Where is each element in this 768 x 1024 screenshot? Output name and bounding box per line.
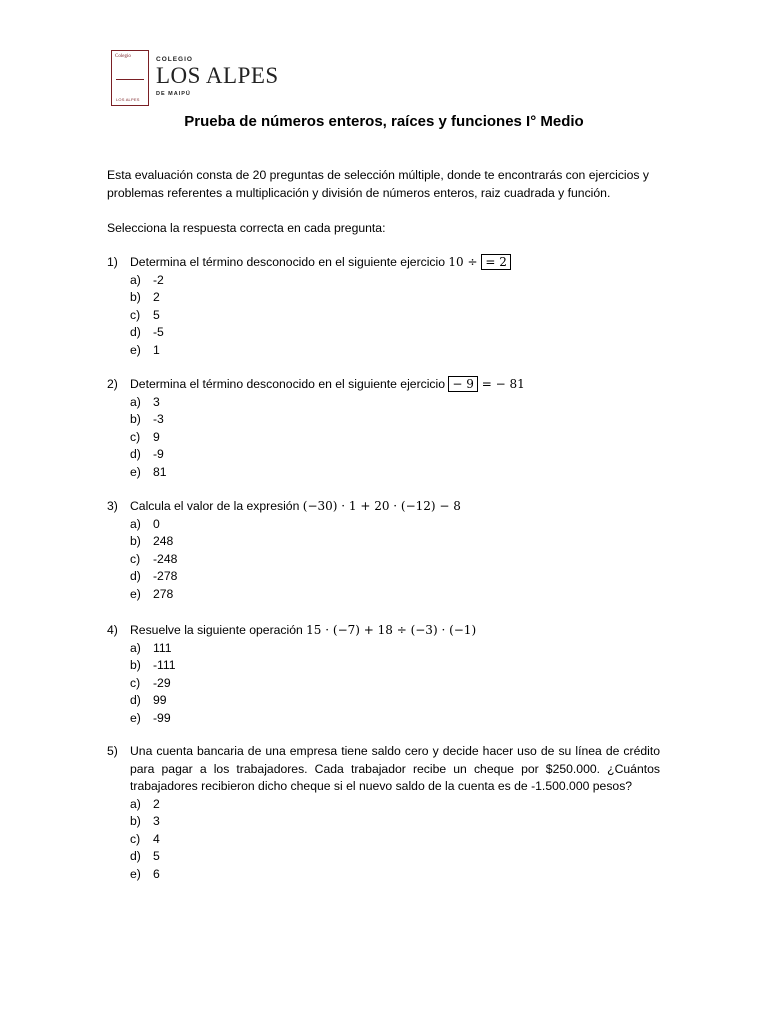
- logo-name: LOS ALPES: [156, 63, 279, 88]
- option-e[interactable]: [130, 342, 660, 360]
- instruction-text: Selecciona la respuesta correcta en cada pregunta:: [107, 221, 386, 235]
- question-text: [130, 254, 660, 272]
- answer-options: [107, 640, 660, 728]
- question-3: [107, 498, 660, 603]
- option-e[interactable]: [130, 710, 660, 728]
- intro-paragraph: Esta evaluación consta de 20 preguntas de selección múltiple, donde te encontrarás con ejercicios y problemas referentes a multiplicación y división de números enteros, raiz cuadrada y función.: [107, 168, 649, 200]
- question-text: [130, 622, 660, 640]
- question-statement: Resuelve la siguiente operación: [130, 623, 303, 637]
- option-value: -3: [153, 412, 164, 426]
- option-a[interactable]: [130, 516, 660, 534]
- logo-location: DE MAIPÚ: [156, 91, 191, 97]
- option-b[interactable]: [130, 411, 660, 429]
- option-letter: a): [130, 796, 141, 811]
- math-expression: [448, 376, 524, 392]
- option-value: 111: [153, 640, 172, 655]
- option-e[interactable]: [130, 586, 660, 604]
- option-a[interactable]: [130, 394, 660, 412]
- question-5: [107, 743, 660, 883]
- option-letter: b): [130, 534, 141, 548]
- option-value: 6: [153, 866, 160, 881]
- option-value: 278: [153, 586, 174, 601]
- option-value: -111: [153, 658, 176, 672]
- option-letter: b): [130, 814, 141, 828]
- answer-options: [107, 516, 660, 604]
- option-value: 99: [153, 693, 167, 707]
- option-value: 5: [153, 307, 160, 322]
- question-number: 4): [107, 623, 118, 637]
- math-expression: [448, 254, 510, 270]
- option-value: -2: [153, 272, 164, 287]
- option-value: -29: [153, 675, 171, 690]
- option-e[interactable]: [130, 866, 660, 884]
- question-statement: Determina el término desconocido en el siguiente ejercicio: [130, 255, 446, 269]
- option-letter: d): [130, 447, 141, 461]
- logo-colegio: COLEGIO: [156, 56, 193, 63]
- logo-emblem: [111, 50, 149, 106]
- question-1: [107, 254, 660, 359]
- option-letter: b): [130, 412, 141, 426]
- option-value: -248: [153, 551, 178, 566]
- option-letter: e): [130, 342, 141, 357]
- option-value: -99: [153, 710, 171, 725]
- question-statement: Calcula el valor de la expresión: [130, 499, 300, 513]
- option-letter: d): [130, 693, 141, 707]
- option-value: 0: [153, 516, 160, 531]
- option-d[interactable]: [130, 568, 660, 586]
- option-letter: d): [130, 849, 141, 863]
- option-value: 248: [153, 534, 174, 548]
- option-d[interactable]: [130, 848, 660, 866]
- option-value: -278: [153, 569, 178, 583]
- option-b[interactable]: [130, 657, 660, 675]
- question-text: [130, 376, 660, 394]
- option-letter: b): [130, 658, 141, 672]
- question-statement: Determina el término desconocido en el siguiente ejercicio: [130, 377, 446, 391]
- question-2: [107, 376, 660, 481]
- option-letter: e): [130, 866, 141, 881]
- answer-options: [107, 272, 660, 360]
- option-value: 5: [153, 849, 160, 863]
- question-number: 2): [107, 377, 118, 391]
- question-text: Una cuenta bancaria de una empresa tiene saldo cero y decide hacer uso de su línea de crédito para pagar a los trabajadores. Cada trabajador recibe un cheque por $250.000. ¿Cuántos trabajadores recibieron dicho cheque si el nuevo saldo de la cuenta es de -1.500.000 pesos?: [130, 744, 660, 793]
- option-letter: a): [130, 394, 141, 409]
- option-value: 3: [153, 394, 160, 409]
- option-b[interactable]: [130, 533, 660, 551]
- option-c[interactable]: [130, 307, 660, 325]
- option-b[interactable]: [130, 289, 660, 307]
- question-number: 1): [107, 255, 118, 269]
- page-title: Prueba de números enteros, raíces y funciones I° Medio: [184, 113, 584, 130]
- option-letter: c): [130, 429, 141, 444]
- option-c[interactable]: [130, 551, 660, 569]
- option-letter: c): [130, 831, 141, 846]
- option-value: -9: [153, 447, 164, 461]
- unknown-term-box: − 9: [448, 376, 478, 392]
- option-letter: a): [130, 516, 141, 531]
- option-a[interactable]: [130, 272, 660, 290]
- question-number: 3): [107, 499, 118, 513]
- option-b[interactable]: [130, 813, 660, 831]
- option-a[interactable]: [130, 796, 660, 814]
- option-letter: c): [130, 675, 141, 690]
- option-e[interactable]: [130, 464, 660, 482]
- option-letter: c): [130, 307, 141, 322]
- answer-options: [107, 796, 660, 884]
- option-letter: c): [130, 551, 141, 566]
- logo-emblem-rule: [116, 79, 144, 80]
- school-logo: [111, 50, 279, 106]
- question-number: 5): [107, 744, 118, 758]
- option-value: 2: [153, 796, 160, 811]
- option-value: 4: [153, 831, 160, 846]
- math-expression: (−30) · 1 + 20 · (−12) − 8: [302, 499, 461, 513]
- option-letter: e): [130, 586, 141, 601]
- answer-options: [107, 394, 660, 482]
- option-letter: a): [130, 640, 141, 655]
- option-letter: d): [130, 569, 141, 583]
- math-part: = − 81: [477, 377, 525, 391]
- logo-emblem-bottom-text: LOS ALPES: [116, 97, 140, 102]
- option-d[interactable]: [130, 324, 660, 342]
- question-text: [130, 498, 660, 516]
- option-letter: b): [130, 290, 141, 304]
- option-a[interactable]: [130, 640, 660, 658]
- math-expression: 15 · (−7) + 18 ÷ (−3) · (−1): [306, 623, 477, 637]
- option-letter: a): [130, 272, 141, 287]
- question-4: [107, 622, 660, 727]
- unknown-term-box: = 2: [481, 254, 511, 270]
- option-letter: e): [130, 464, 141, 479]
- option-d[interactable]: [130, 692, 660, 710]
- logo-emblem-top-text: Colegio: [115, 54, 131, 59]
- option-c[interactable]: [130, 429, 660, 447]
- option-value: 2: [153, 290, 160, 304]
- option-letter: d): [130, 325, 141, 339]
- option-value: 9: [153, 429, 160, 444]
- math-part: 10 ÷: [448, 255, 482, 269]
- option-value: 81: [153, 464, 167, 479]
- option-letter: e): [130, 710, 141, 725]
- option-d[interactable]: [130, 446, 660, 464]
- option-c[interactable]: [130, 831, 660, 849]
- logo-wordmark: [156, 50, 279, 97]
- option-c[interactable]: [130, 675, 660, 693]
- option-value: -5: [153, 325, 164, 339]
- option-value: 1: [153, 342, 160, 357]
- option-value: 3: [153, 814, 160, 828]
